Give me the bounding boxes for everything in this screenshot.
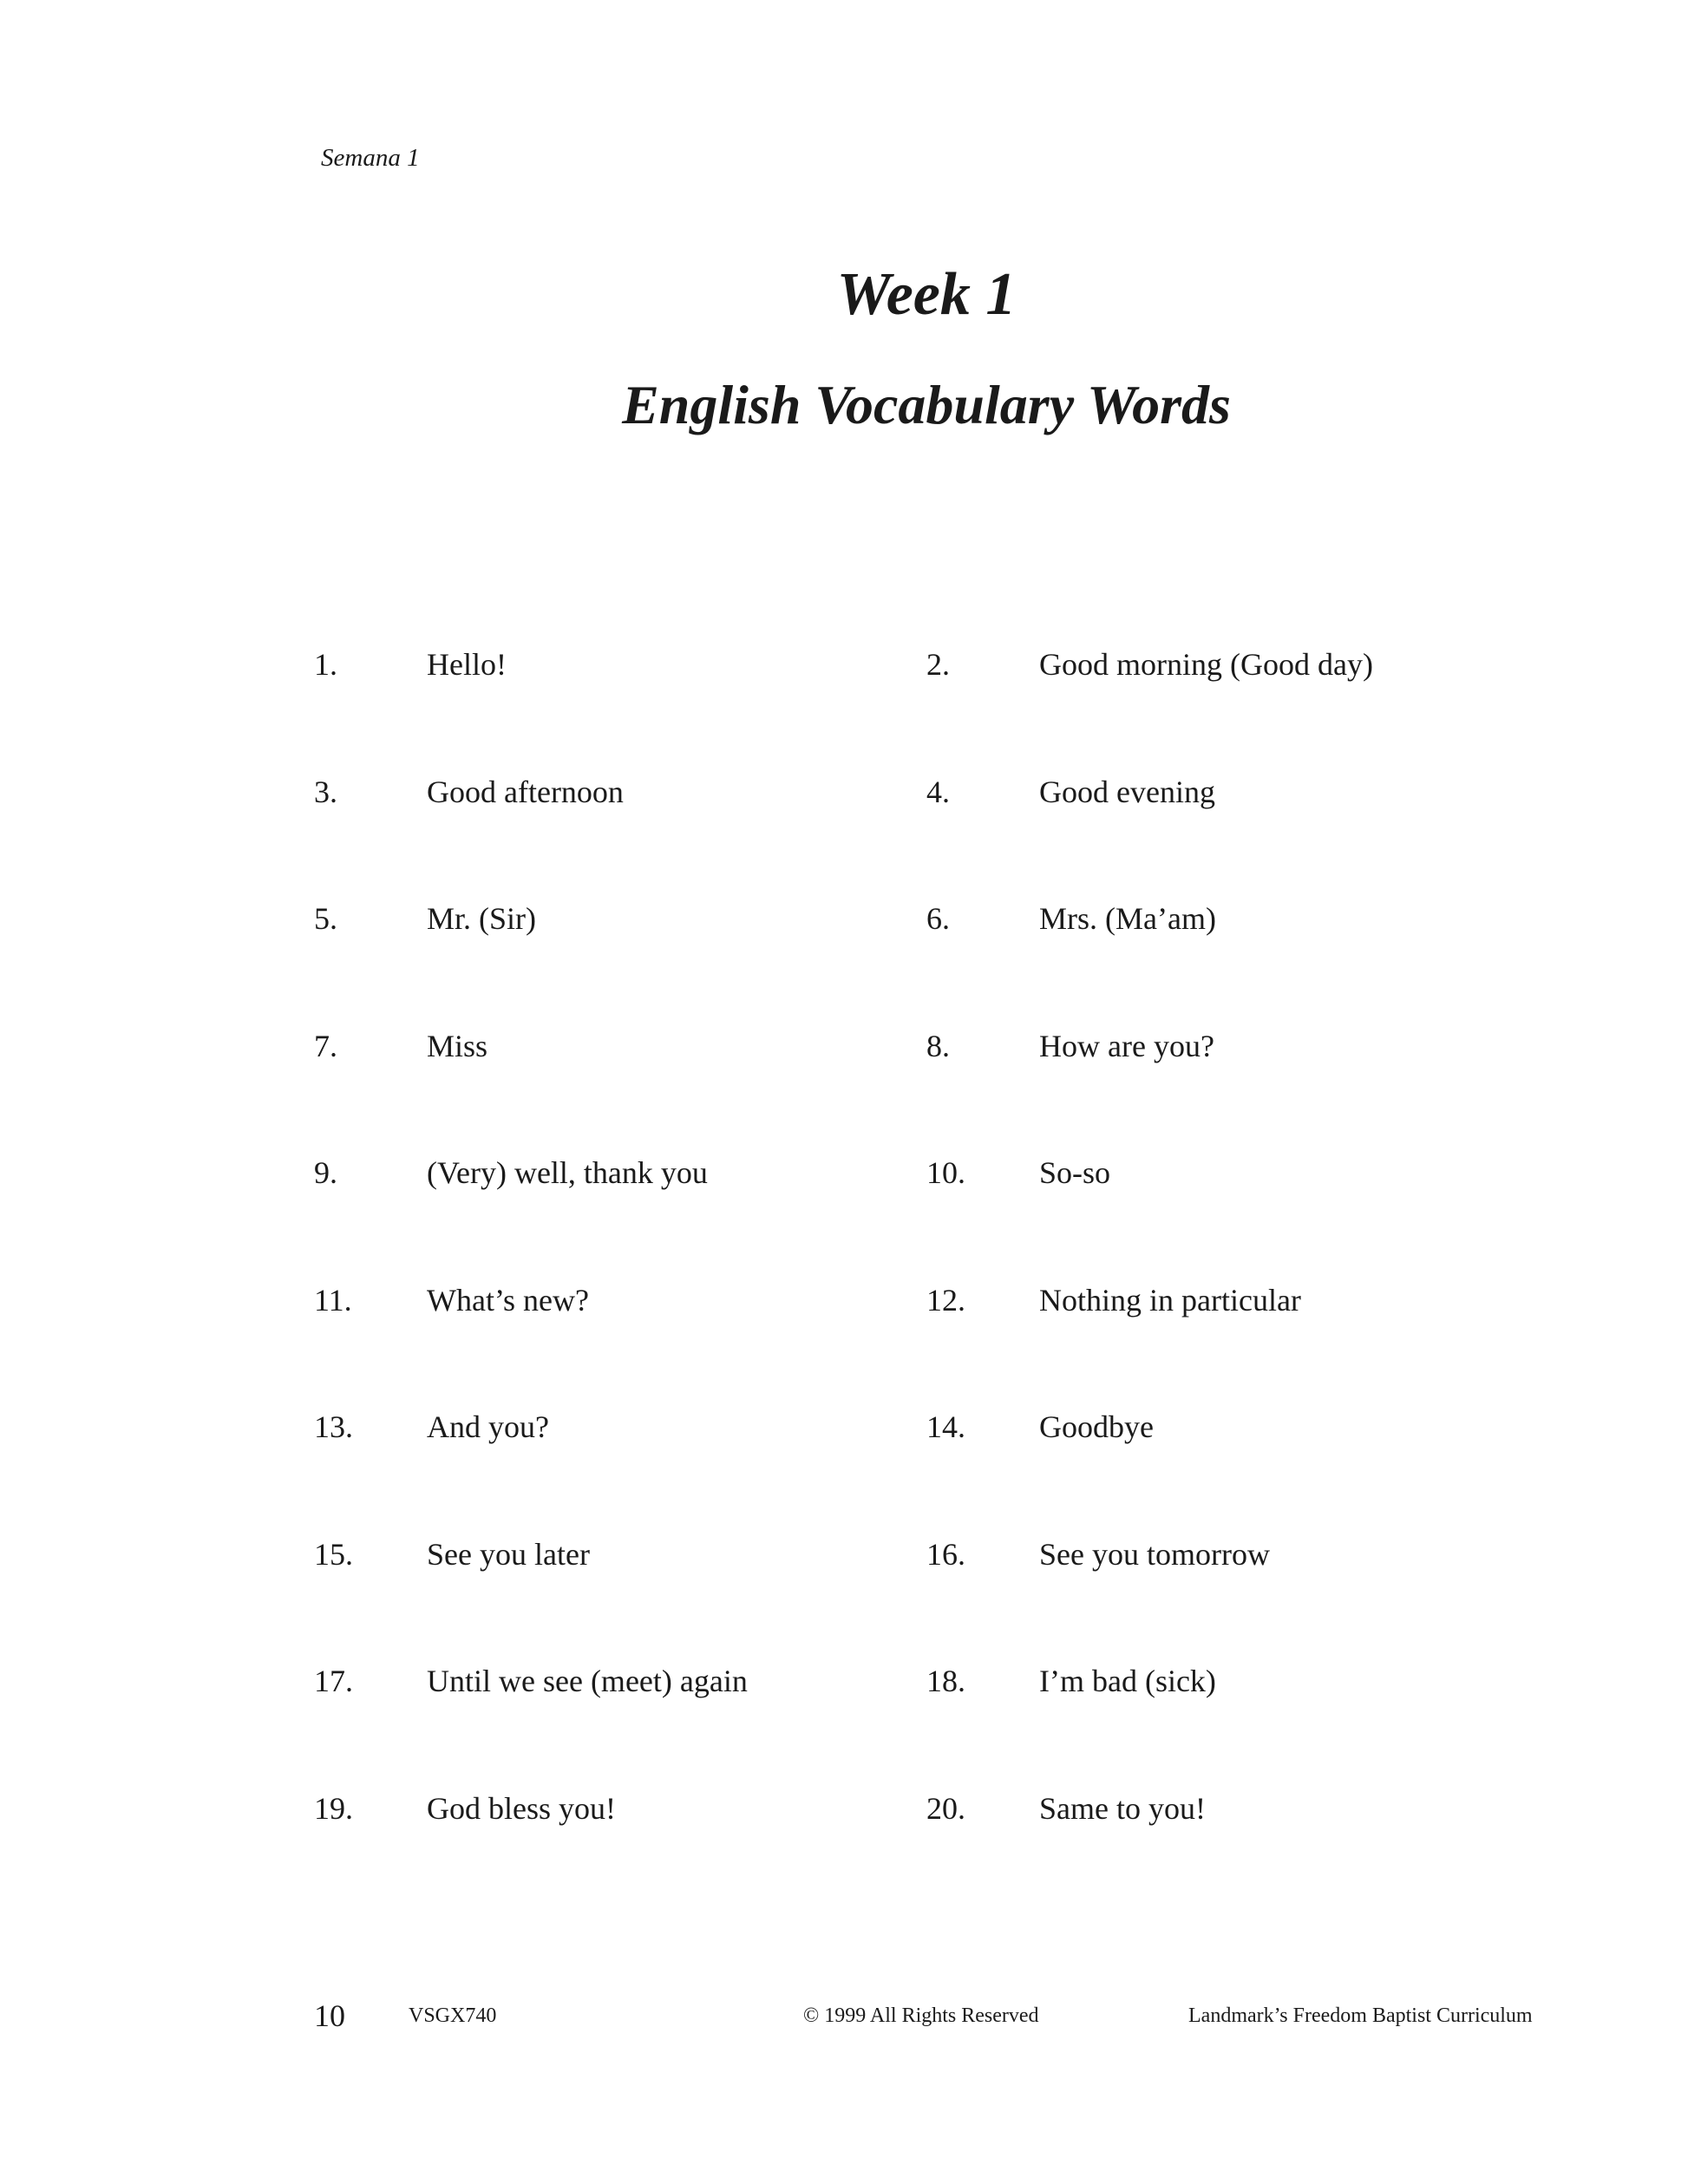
page-subtitle: English Vocabulary Words: [622, 374, 1231, 435]
vocab-number: 19.: [314, 1791, 353, 1826]
vocab-term: Good morning (Good day): [1039, 647, 1373, 682]
copyright-notice: © 1999 All Rights Reserved: [803, 2004, 1039, 2027]
running-head: Semana 1: [321, 144, 420, 172]
vocab-term: I’m bad (sick): [1039, 1664, 1216, 1698]
vocab-term: Mr. (Sir): [427, 901, 536, 936]
vocab-number: 5.: [314, 901, 337, 936]
vocab-number: 10.: [926, 1155, 965, 1190]
vocab-number: 6.: [926, 901, 950, 936]
vocab-number: 3.: [314, 775, 337, 809]
vocab-term: Mrs. (Ma’am): [1039, 901, 1216, 936]
page-number: 10: [314, 1998, 345, 2033]
vocab-term: (Very) well, thank you: [427, 1155, 708, 1190]
vocab-number: 15.: [314, 1537, 353, 1572]
vocab-term: Until we see (meet) again: [427, 1664, 748, 1698]
vocab-number: 20.: [926, 1791, 965, 1826]
vocab-term: Miss: [427, 1029, 488, 1063]
vocab-number: 13.: [314, 1409, 353, 1444]
vocab-term: Good evening: [1039, 775, 1215, 809]
vocab-term: God bless you!: [427, 1791, 616, 1826]
vocab-term: Goodbye: [1039, 1409, 1154, 1444]
vocab-number: 1.: [314, 647, 337, 682]
vocab-number: 9.: [314, 1155, 337, 1190]
vocab-number: 2.: [926, 647, 950, 682]
vocab-number: 7.: [314, 1029, 337, 1063]
vocab-number: 17.: [314, 1664, 353, 1698]
vocab-term: What’s new?: [427, 1283, 589, 1318]
vocab-term: See you later: [427, 1537, 590, 1572]
vocab-number: 14.: [926, 1409, 965, 1444]
vocab-term: See you tomorrow: [1039, 1537, 1270, 1572]
vocab-term: So-so: [1039, 1155, 1111, 1190]
vocab-term: And you?: [427, 1409, 549, 1444]
vocab-number: 12.: [926, 1283, 965, 1318]
vocab-term: Hello!: [427, 647, 507, 682]
document-code: VSGX740: [409, 2004, 497, 2027]
vocab-term: Good afternoon: [427, 775, 624, 809]
vocab-number: 16.: [926, 1537, 965, 1572]
vocab-number: 18.: [926, 1664, 965, 1698]
vocab-number: 4.: [926, 775, 950, 809]
vocab-term: How are you?: [1039, 1029, 1214, 1063]
vocab-term: Same to you!: [1039, 1791, 1206, 1826]
page-title: Week 1: [836, 261, 1017, 328]
vocab-term: Nothing in particular: [1039, 1283, 1301, 1318]
vocab-number: 8.: [926, 1029, 950, 1063]
vocab-number: 11.: [314, 1283, 352, 1318]
publisher-name: Landmark’s Freedom Baptist Curriculum: [1188, 2004, 1533, 2027]
